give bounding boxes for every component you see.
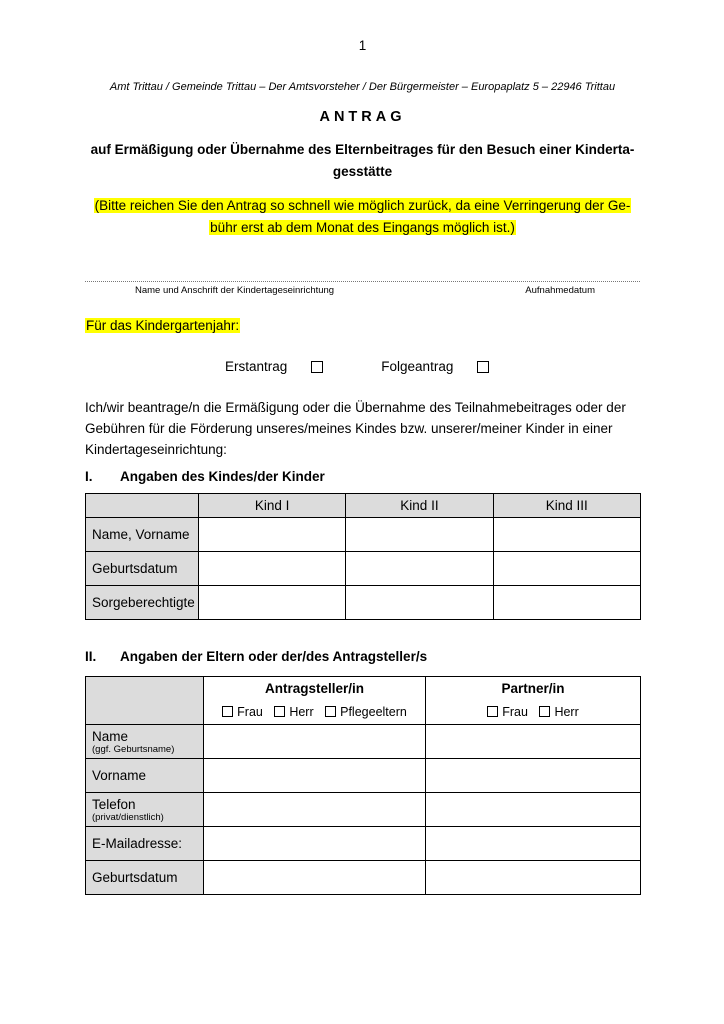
applicants-table-row-firstname [86,759,641,793]
partner-herr-checkbox[interactable] [539,706,550,717]
child-guardians-label: Sorgeberechtigte [86,586,199,620]
return-notice-line2: bühr erst ab dem Monat des Eingangs möglich ist.) [210,220,515,235]
form-title: ANTRAG [319,109,406,125]
applicants-table-row-phone [86,793,641,827]
applicant-herr-label: Herr [289,705,314,719]
phone-row-label: Telefon (privat/dienstlich) [86,793,204,827]
form-subtitle-line1: auf Ermäßigung oder Übernahme des Elternbeitrages für den Besuch einer Kinderta- [90,142,635,157]
children-table-row-birthdate [86,552,641,586]
applicant-birthdate-cell[interactable] [204,861,426,895]
form-subtitle [85,139,640,183]
child-name-label: Name, Vorname [86,518,199,552]
first-application-label: Erstantrag [225,359,288,374]
child2-birthdate-cell[interactable] [346,552,493,586]
partner-phone-cell[interactable] [426,793,641,827]
facility-name-label: Name und Anschrift der Kindertageseinrichtung [135,285,335,296]
return-notice [85,195,640,239]
intro-paragraph [85,397,640,460]
children-table-header-kind2: Kind II [346,494,493,518]
partner-birthdate-cell[interactable] [426,861,641,895]
child3-guardians-cell[interactable] [493,586,640,620]
section-2-title: Angaben der Eltern oder der/des Antragsteller/s [120,649,428,664]
intro-line3: Kindertageseinrichtung: [85,442,227,457]
birthdate-row-label: Geburtsdatum [86,861,204,895]
application-type-row [85,359,640,375]
children-table-corner-cell [86,494,199,518]
phone-row-note: (privat/dienstlich) [92,811,164,823]
applicants-table-row-birthdate [86,861,641,895]
partner-frau-label: Frau [502,705,528,719]
applicants-table-header-row [86,677,641,725]
applicant-frau-checkbox[interactable] [222,706,233,717]
children-table [85,493,641,620]
children-table-row-name [86,518,641,552]
name-row-label: Name (ggf. Geburtsname) [86,725,204,759]
partner-email-cell[interactable] [426,827,641,861]
letterhead: Amt Trittau / Gemeinde Trittau – Der Amtsvorsteher / Der Bürgermeister – Europaplatz 5 – 22946 Trittau [109,81,616,93]
children-table-header-kind3: Kind III [493,494,640,518]
child3-name-cell[interactable] [493,518,640,552]
applicant-name-cell[interactable] [204,725,426,759]
facility-fill-labels [85,284,640,297]
section-2-heading [85,648,640,665]
applicant-firstname-cell[interactable] [204,759,426,793]
first-application-checkbox[interactable] [311,361,323,373]
partner-herr-label: Herr [554,705,579,719]
applicant-header-cell [204,677,426,725]
partner-salutation-options [432,705,634,719]
child1-guardians-cell[interactable] [199,586,346,620]
partner-frau-checkbox[interactable] [487,706,498,717]
child1-birthdate-cell[interactable] [199,552,346,586]
intro-line1: Ich/wir beantrage/n die Ermäßigung oder die Übernahme des Teilnahmebeitrages oder der [85,400,626,415]
child1-name-cell[interactable] [199,518,346,552]
partner-firstname-cell[interactable] [426,759,641,793]
partner-title: Partner/in [501,681,565,696]
form-subtitle-line2: gesstätte [332,164,393,179]
applicants-table-row-email [86,827,641,861]
applicants-table-row-name [86,725,641,759]
applicant-title: Antragsteller/in [264,681,365,696]
applicant-frau-label: Frau [237,705,263,719]
admission-date-label: Aufnahmedatum [525,285,595,296]
applicant-email-cell[interactable] [204,827,426,861]
kindergarten-year-row [85,316,640,335]
facility-fill-line[interactable] [85,281,640,282]
child3-birthdate-cell[interactable] [493,552,640,586]
applicants-table-corner-cell [86,677,204,725]
applicant-salutation-options [210,705,419,719]
children-table-header-kind1: Kind I [199,494,346,518]
firstname-row-label: Vorname [86,759,204,793]
applicant-pflegeeltern-checkbox[interactable] [325,706,336,717]
partner-name-cell[interactable] [426,725,641,759]
section-1-heading [85,468,640,485]
section-2-numeral: II. [85,649,97,664]
applicant-phone-cell[interactable] [204,793,426,827]
return-notice-line1: (Bitte reichen Sie den Antrag so schnell wie möglich zurück, da eine Verringerung der Ge- [94,198,631,213]
section-1-numeral: I. [85,469,93,484]
kindergarten-year-label: Für das Kindergartenjahr: [86,318,240,333]
child2-name-cell[interactable] [346,518,493,552]
applicant-herr-checkbox[interactable] [274,706,285,717]
page-number: 1 [358,38,367,53]
child2-guardians-cell[interactable] [346,586,493,620]
applicants-table [85,676,641,895]
children-table-row-guardians [86,586,641,620]
followup-application-label: Folgeantrag [381,359,454,374]
child-birthdate-label: Geburtsdatum [86,552,199,586]
partner-header-cell [426,677,641,725]
children-table-header-row [86,494,641,518]
section-1-title: Angaben des Kindes/der Kinder [120,469,325,484]
applicant-pflegeeltern-label: Pflegeeltern [340,705,407,719]
email-row-label: E-Mailadresse: [86,827,204,861]
intro-line2: Gebühren für die Förderung unseres/meines Kindes bzw. unserer/meiner Kinder in einer [85,421,613,436]
followup-application-checkbox[interactable] [477,361,489,373]
name-row-note: (ggf. Geburtsname) [92,743,175,755]
